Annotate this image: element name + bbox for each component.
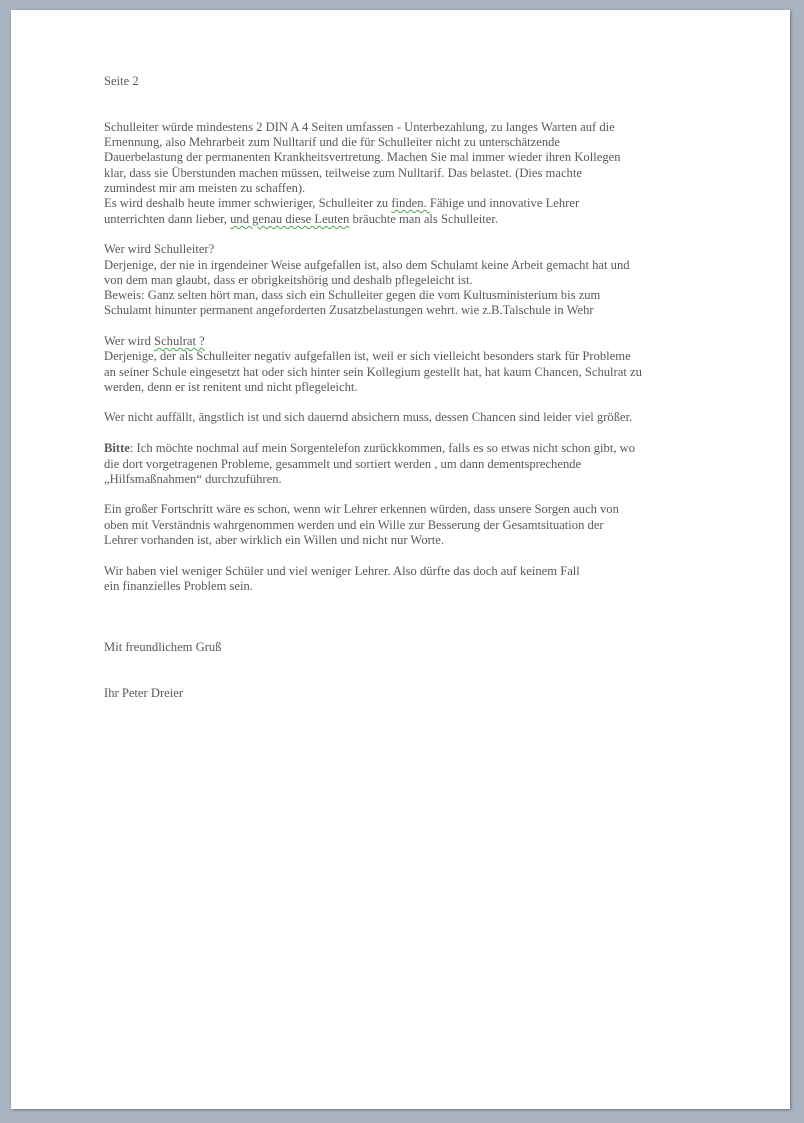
signature: Ihr Peter Dreier: [104, 686, 184, 700]
text-run: bräuchte man als Schulleiter.: [349, 212, 498, 226]
closing: Mit freundlichem Gruß: [104, 640, 222, 654]
paragraph-line: Ernennung, also Mehrarbeit zum Nulltarif und die für Schulleiter nicht zu unterschätzende: [104, 135, 561, 149]
text-run: unterrichten dann lieber,: [104, 212, 231, 226]
paragraph-line: klar, dass sie Überstunden machen müssen, teilweise zum Nulltarif. Das belastet. (Dies machte: [104, 166, 582, 180]
paragraph-line: Beweis: Ganz selten hört man, dass sich ein Schulleiter gegen die vom Kultusministerium bis zum: [104, 288, 601, 302]
spellcheck-marked-text: Schulrat ?: [154, 334, 205, 348]
spellcheck-marked-text: und genau diese Leuten: [230, 212, 350, 226]
paragraph-line: [104, 334, 205, 349]
paragraph-line: [104, 196, 579, 211]
paragraph-line: Dauerbelastung der permanenten Krankheitsvertretung. Machen Sie mal immer wieder ihren Kollegen: [104, 150, 621, 164]
bold-text: Bitte: [104, 441, 130, 455]
paragraph-line: Schulamt hinunter permanent angeforderten Zusatzbelastungen wehrt. wie z.B.Talschule in Wehr: [104, 303, 594, 317]
paragraph-line: Lehrer vorhanden ist, aber wirklich ein Willen und nicht nur Worte.: [104, 533, 445, 547]
paragraph-line: [104, 212, 498, 227]
paragraph-line: Wer wird Schulleiter?: [104, 242, 215, 256]
document-page: [11, 10, 790, 1109]
paragraph-line: Wer nicht auffällt, ängstlich ist und sich dauernd absichern muss, dessen Chancen sind leider viel größer.: [104, 410, 633, 424]
paragraph-line: ein finanzielles Problem sein.: [104, 579, 253, 593]
paragraph-line: „Hilfsmaßnahmen“ durchzuführen.: [104, 472, 282, 486]
spellcheck-marked-text: finden.: [391, 196, 430, 210]
paragraph-line: Derjenige, der als Schulleiter negativ aufgefallen ist, weil er sich vielleicht besonders stark für Probleme: [104, 349, 631, 363]
paragraph-line: Ein großer Fortschritt wäre es schon, wenn wir Lehrer erkennen würden, dass unsere Sorgen auch von: [104, 502, 619, 516]
paragraph-line: an seiner Schule eingesetzt hat oder sich hinter sein Kollegium gestellt hat, hat kaum Chancen, Schulrat zu: [104, 365, 642, 379]
text-run: Wer wird: [104, 334, 155, 348]
text-run: Fähige und innovative Lehrer: [429, 196, 580, 210]
paragraph-line: oben mit Verständnis wahrgenommen werden und ein Wille zur Besserung der Gesamtsituation der: [104, 518, 604, 532]
text-run: Es wird deshalb heute immer schwieriger, Schulleiter zu: [104, 196, 392, 210]
paragraph-line: zumindest mir am meisten zu schaffen).: [104, 181, 306, 195]
paragraph-line: Derjenige, der nie in irgendeiner Weise aufgefallen ist, also dem Schulamt keine Arbeit gemacht hat und: [104, 258, 630, 272]
paragraph-line: die dort vorgetragenen Probleme, gesammelt und sortiert werden , um dann dementsprechende: [104, 457, 582, 471]
page-header: Seite 2: [104, 74, 139, 88]
paragraph-line: [104, 441, 635, 456]
paragraph-line: Schulleiter würde mindestens 2 DIN A 4 Seiten umfassen - Unterbezahlung, zu langes Warten auf die: [104, 120, 615, 134]
paragraph-line: Wir haben viel weniger Schüler und viel weniger Lehrer. Also dürfte das doch auf keinem Fall: [104, 564, 580, 578]
paragraph-line: von dem man glaubt, dass er obrigkeitshörig und deshalb pflegeleicht ist.: [104, 273, 473, 287]
paragraph-line: werden, denn er ist renitent und nicht pflegeleicht.: [104, 380, 358, 394]
text-run: : Ich möchte nochmal auf mein Sorgentelefon zurückkommen, falls es so etwas nicht schon gibt, wo: [129, 441, 636, 455]
